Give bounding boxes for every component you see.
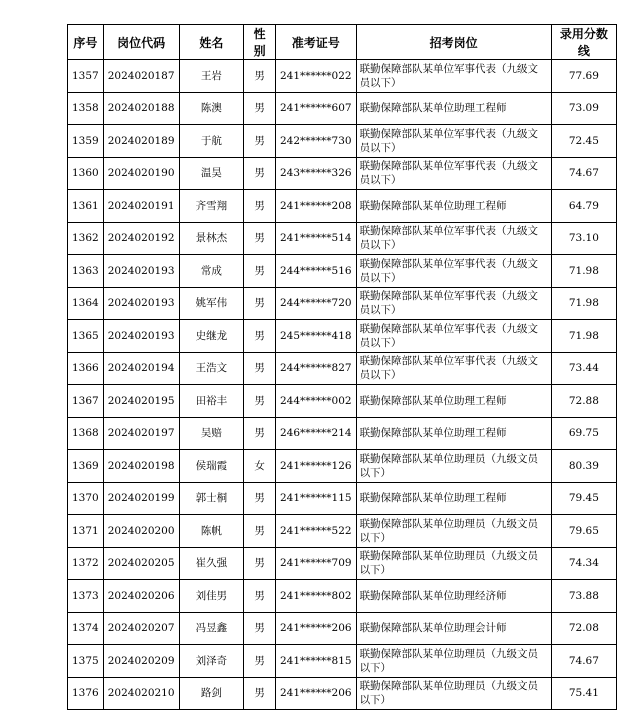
cell-seq: 1362 [68,222,104,255]
cell-score: 74.67 [551,157,616,190]
table-row [68,320,617,353]
cell-gender: 男 [244,677,276,710]
cell-gender: 男 [244,255,276,288]
cell-gender: 男 [244,157,276,190]
cell-name: 冯昱鑫 [179,612,244,645]
admission-score-table [67,24,617,710]
cell-gender: 男 [244,547,276,580]
admission-score-table-page [67,24,617,710]
cell-name: 吴赔 [179,417,244,450]
cell-score: 72.08 [551,612,616,645]
cell-ticket-number: 241******802 [275,580,356,613]
cell-post-code: 2024020188 [103,92,179,125]
cell-ticket-number: 244******827 [275,352,356,385]
cell-post-code: 2024020193 [103,255,179,288]
cell-post-code: 2024020187 [103,60,179,93]
cell-ticket-number: 241******522 [275,515,356,548]
cell-recruitment-post: 联勤保障部队某单位军事代表（九级文员以下） [356,60,551,93]
cell-ticket-number: 244******002 [275,385,356,418]
cell-gender: 男 [244,320,276,353]
cell-gender: 男 [244,287,276,320]
cell-recruitment-post: 联勤保障部队某单位军事代表（九级文员以下） [356,157,551,190]
header-seq: 序号 [68,25,104,60]
cell-gender: 男 [244,417,276,450]
cell-recruitment-post: 联勤保障部队某单位助理工程师 [356,385,551,418]
cell-gender: 女 [244,450,276,483]
cell-recruitment-post: 联勤保障部队某单位助理工程师 [356,482,551,515]
table-header-row [68,25,617,60]
cell-post-code: 2024020189 [103,125,179,158]
cell-name: 刘佳男 [179,580,244,613]
cell-score: 77.69 [551,60,616,93]
table-row [68,547,617,580]
cell-post-code: 2024020192 [103,222,179,255]
cell-score: 71.98 [551,320,616,353]
cell-score: 72.88 [551,385,616,418]
cell-name: 崔久强 [179,547,244,580]
cell-recruitment-post: 联勤保障部队某单位助理会计师 [356,612,551,645]
cell-seq: 1363 [68,255,104,288]
cell-name: 于航 [179,125,244,158]
cell-ticket-number: 241******709 [275,547,356,580]
table-row [68,352,617,385]
cell-ticket-number: 246******214 [275,417,356,450]
cell-ticket-number: 241******115 [275,482,356,515]
cell-name: 王岩 [179,60,244,93]
cell-seq: 1361 [68,190,104,223]
cell-score: 73.10 [551,222,616,255]
table-body [68,60,617,710]
cell-recruitment-post: 联勤保障部队某单位助理工程师 [356,92,551,125]
cell-name: 刘泽奇 [179,645,244,678]
cell-post-code: 2024020206 [103,580,179,613]
table-row [68,677,617,710]
header-recruitment-post: 招考岗位 [356,25,551,60]
cell-score: 75.41 [551,677,616,710]
cell-recruitment-post: 联勤保障部队某单位助理工程师 [356,190,551,223]
cell-seq: 1368 [68,417,104,450]
cell-name: 姚军伟 [179,287,244,320]
table-row [68,222,617,255]
table-row [68,255,617,288]
cell-recruitment-post: 联勤保障部队某单位助理经济师 [356,580,551,613]
cell-seq: 1367 [68,385,104,418]
cell-gender: 男 [244,515,276,548]
cell-name: 陈澳 [179,92,244,125]
cell-post-code: 2024020195 [103,385,179,418]
table-row [68,417,617,450]
cell-seq: 1358 [68,92,104,125]
cell-recruitment-post: 联勤保障部队某单位军事代表（九级文员以下） [356,352,551,385]
cell-name: 齐雪翔 [179,190,244,223]
cell-gender: 男 [244,92,276,125]
cell-recruitment-post: 联勤保障部队某单位军事代表（九级文员以下） [356,287,551,320]
cell-seq: 1374 [68,612,104,645]
cell-post-code: 2024020198 [103,450,179,483]
cell-recruitment-post: 联勤保障部队某单位助理员（九级文员以下） [356,547,551,580]
cell-recruitment-post: 联勤保障部队某单位助理员（九级文员以下） [356,515,551,548]
cell-gender: 男 [244,352,276,385]
cell-score: 80.39 [551,450,616,483]
cell-recruitment-post: 联勤保障部队某单位军事代表（九级文员以下） [356,222,551,255]
cell-score: 79.45 [551,482,616,515]
cell-gender: 男 [244,125,276,158]
cell-ticket-number: 241******206 [275,612,356,645]
cell-post-code: 2024020191 [103,190,179,223]
cell-ticket-number: 243******326 [275,157,356,190]
table-row [68,645,617,678]
cell-ticket-number: 245******418 [275,320,356,353]
cell-recruitment-post: 联勤保障部队某单位助理员（九级文员以下） [356,677,551,710]
cell-name: 史继龙 [179,320,244,353]
cell-seq: 1360 [68,157,104,190]
header-name: 姓名 [179,25,244,60]
cell-recruitment-post: 联勤保障部队某单位军事代表（九级文员以下） [356,320,551,353]
cell-post-code: 2024020197 [103,417,179,450]
cell-ticket-number: 241******126 [275,450,356,483]
cell-gender: 男 [244,482,276,515]
cell-score: 74.67 [551,645,616,678]
cell-score: 73.88 [551,580,616,613]
cell-seq: 1357 [68,60,104,93]
cell-name: 王浩文 [179,352,244,385]
cell-score: 79.65 [551,515,616,548]
cell-score: 74.34 [551,547,616,580]
cell-post-code: 2024020194 [103,352,179,385]
cell-score: 69.75 [551,417,616,450]
table-row [68,157,617,190]
cell-post-code: 2024020205 [103,547,179,580]
cell-recruitment-post: 联勤保障部队某单位助理工程师 [356,417,551,450]
cell-seq: 1370 [68,482,104,515]
table-row [68,190,617,223]
cell-name: 郭士桐 [179,482,244,515]
cell-ticket-number: 241******815 [275,645,356,678]
cell-name: 陈帆 [179,515,244,548]
cell-seq: 1364 [68,287,104,320]
table-row [68,92,617,125]
cell-gender: 男 [244,385,276,418]
table-row [68,515,617,548]
table-row [68,482,617,515]
cell-score: 73.09 [551,92,616,125]
cell-seq: 1375 [68,645,104,678]
cell-seq: 1366 [68,352,104,385]
cell-ticket-number: 242******730 [275,125,356,158]
cell-gender: 男 [244,580,276,613]
cell-seq: 1372 [68,547,104,580]
cell-name: 景林杰 [179,222,244,255]
cell-name: 路剑 [179,677,244,710]
table-row [68,612,617,645]
cell-gender: 男 [244,645,276,678]
cell-name: 常成 [179,255,244,288]
header-post-code: 岗位代码 [103,25,179,60]
cell-seq: 1365 [68,320,104,353]
cell-ticket-number: 244******516 [275,255,356,288]
cell-post-code: 2024020200 [103,515,179,548]
cell-seq: 1376 [68,677,104,710]
table-row [68,287,617,320]
cell-name: 侯瑞霞 [179,450,244,483]
cell-post-code: 2024020190 [103,157,179,190]
cell-seq: 1373 [68,580,104,613]
cell-post-code: 2024020209 [103,645,179,678]
cell-post-code: 2024020207 [103,612,179,645]
cell-ticket-number: 241******206 [275,677,356,710]
table-row [68,60,617,93]
cell-ticket-number: 241******607 [275,92,356,125]
cell-ticket-number: 244******720 [275,287,356,320]
cell-post-code: 2024020199 [103,482,179,515]
cell-score: 64.79 [551,190,616,223]
cell-recruitment-post: 联勤保障部队某单位助理员（九级文员以下） [356,450,551,483]
cell-score: 71.98 [551,255,616,288]
cell-seq: 1359 [68,125,104,158]
cell-gender: 男 [244,190,276,223]
cell-recruitment-post: 联勤保障部队某单位助理员（九级文员以下） [356,645,551,678]
table-row [68,385,617,418]
cell-score: 72.45 [551,125,616,158]
cell-name: 田裕丰 [179,385,244,418]
cell-gender: 男 [244,222,276,255]
cell-recruitment-post: 联勤保障部队某单位军事代表（九级文员以下） [356,125,551,158]
cell-seq: 1369 [68,450,104,483]
cell-post-code: 2024020193 [103,320,179,353]
cell-score: 71.98 [551,287,616,320]
cell-recruitment-post: 联勤保障部队某单位军事代表（九级文员以下） [356,255,551,288]
header-score-line: 录用分数线 [551,25,616,60]
cell-ticket-number: 241******514 [275,222,356,255]
cell-score: 73.44 [551,352,616,385]
cell-gender: 男 [244,612,276,645]
cell-ticket-number: 241******208 [275,190,356,223]
cell-ticket-number: 241******022 [275,60,356,93]
header-ticket-number: 准考证号 [275,25,356,60]
table-row [68,125,617,158]
cell-post-code: 2024020210 [103,677,179,710]
header-gender: 性别 [244,25,276,60]
cell-seq: 1371 [68,515,104,548]
cell-name: 温昊 [179,157,244,190]
cell-post-code: 2024020193 [103,287,179,320]
table-row [68,580,617,613]
table-row [68,450,617,483]
cell-gender: 男 [244,60,276,93]
